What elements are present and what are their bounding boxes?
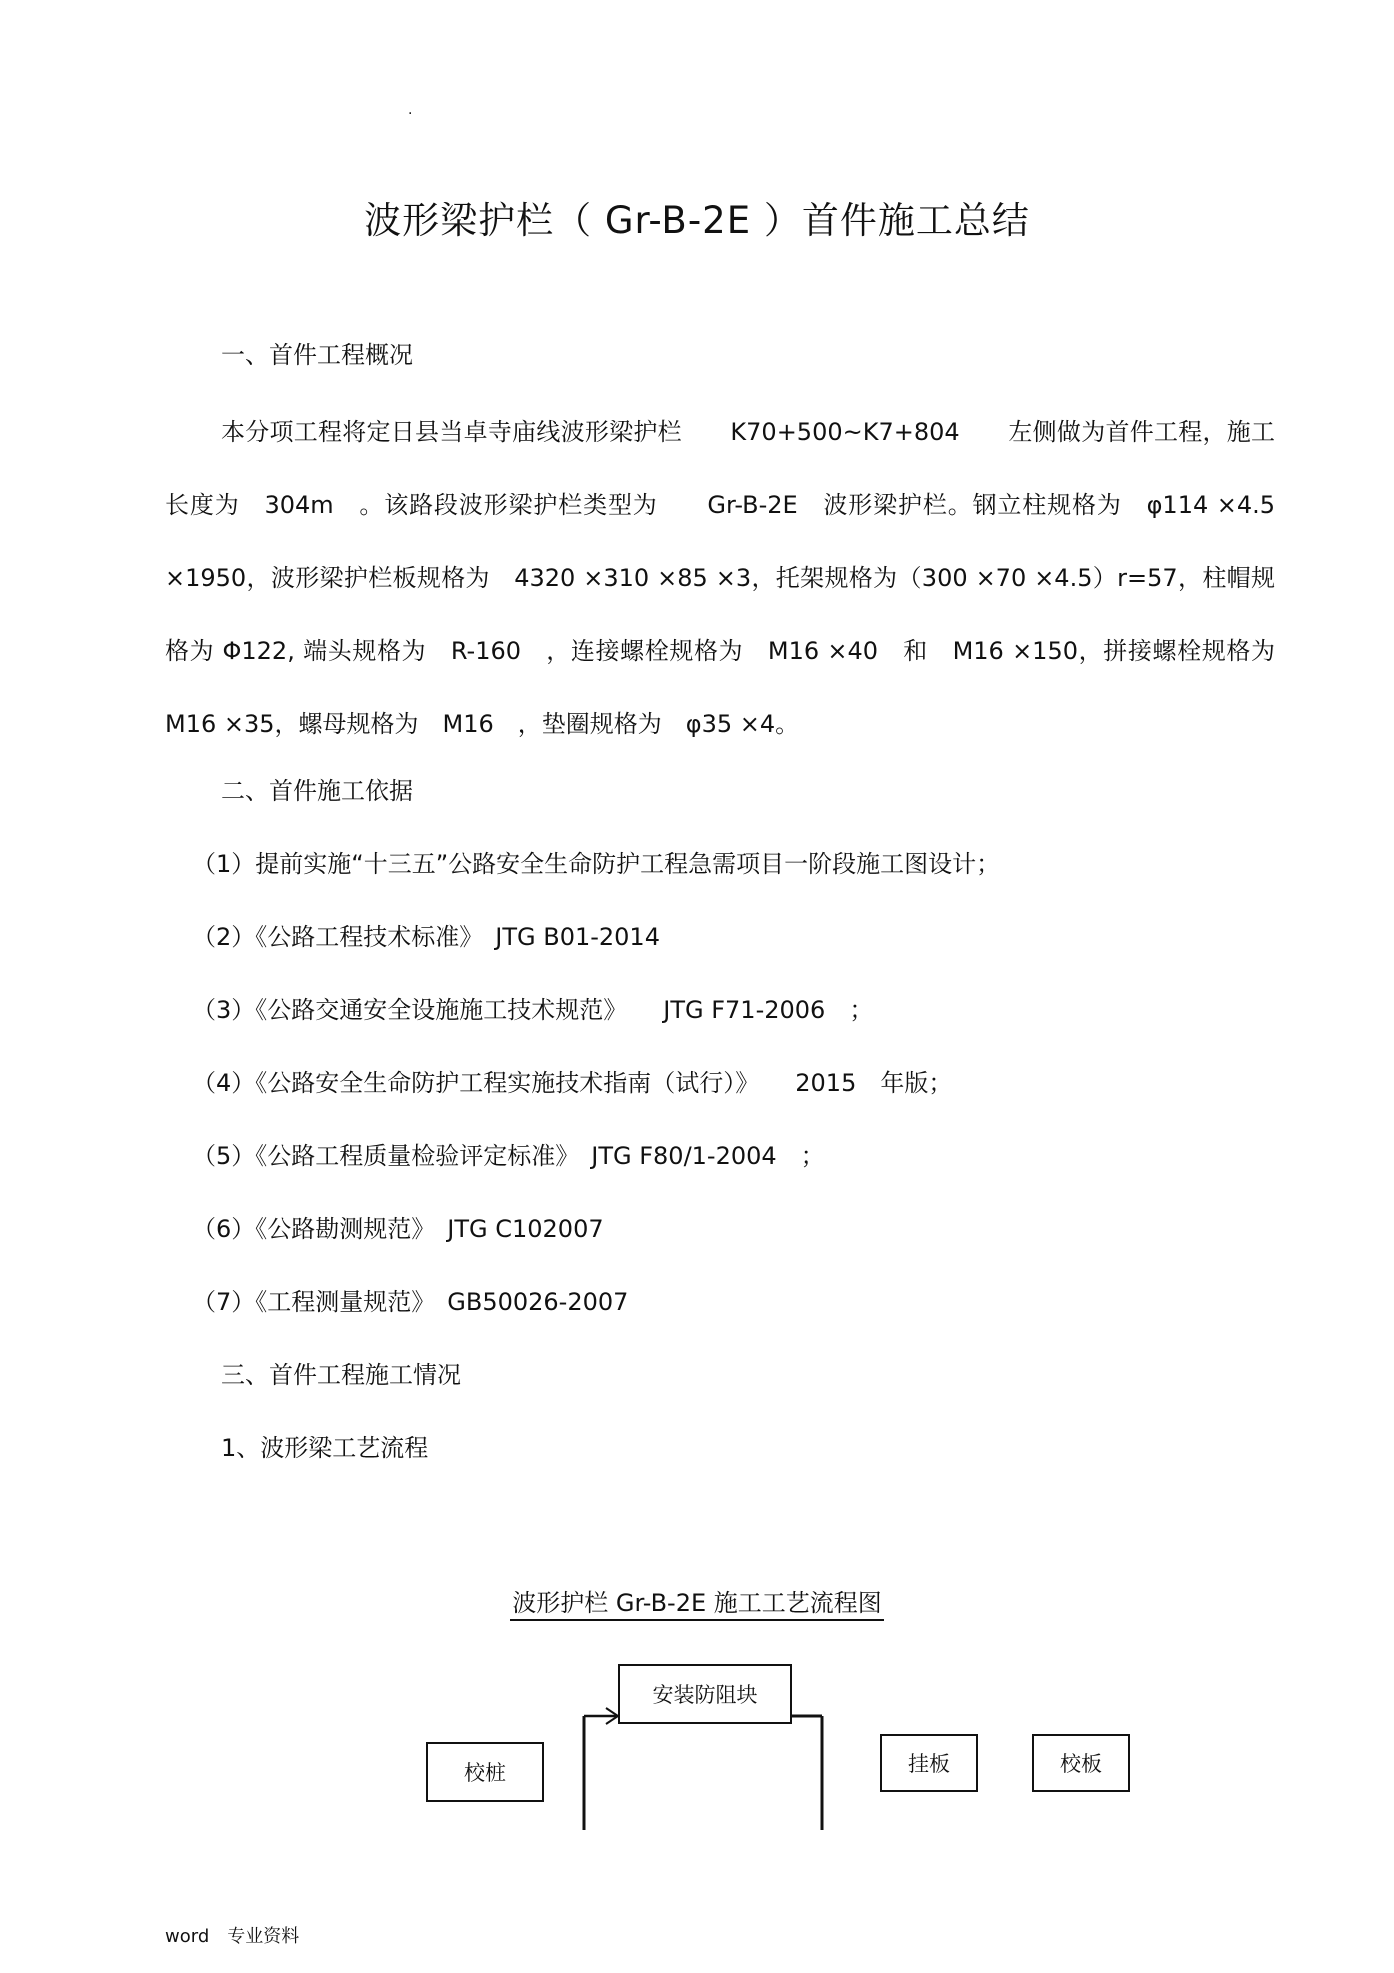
basis-item-1: （1）提前实施“十三五”公路安全生命防护工程急需项目一阶段施工图设计；	[192, 850, 1001, 878]
flow-box-calibrate-plate: 校板	[1032, 1734, 1130, 1792]
basis-item-5: （5）《公路工程质量检验评定标准》 JTG F80/1-2004 ；	[192, 1142, 825, 1170]
basis-item-6: （6）《公路勘测规范》 JTG C102007	[192, 1215, 604, 1243]
section1-heading: 一、首件工程概况	[221, 341, 413, 369]
flow-box-anti-block: 安装防阻块	[618, 1664, 792, 1724]
section1-paragraph: 本分项工程将定日县当卓寺庙线波形梁护栏 K70+500~K7+804 左侧做为首件工程，施工长度为 304m 。该路段波形梁护栏类型为 Gr-B-2E 波形梁护栏。钢立柱规格为 φ114 ×4.5 ×1950，波形梁护栏板规格为 4320 ×310 ×85 ×3，托架规格为（300 ×70 ×4.5）r=57，柱帽规格为 Φ122, 端头规格为 R-160 ，连接螺栓规格为 M16 ×40 和 M16 ×150，拼接螺栓规格为 M16 ×35，螺母规格为 M16 ，垫圈规格为 φ35 ×4。	[165, 418, 1299, 738]
basis-item-4: （4）《公路安全生命防护工程实施技术指南（试行）》 2015 年版；	[192, 1069, 953, 1097]
section3-sub1: 1、波形梁工艺流程	[221, 1434, 429, 1462]
basis-item-3: （3）《公路交通安全设施施工技术规范》 JTG F71-2006 ；	[192, 996, 874, 1024]
document-title: 波形梁护栏（ Gr-B-2E ）首件施工总结	[364, 199, 1030, 242]
flowchart-title: 波形护栏 Gr-B-2E 施工工艺流程图	[0, 1583, 1394, 1618]
header-mark: ·	[408, 106, 413, 122]
footer-left: word	[165, 1926, 210, 1947]
flow-box-hang-plate: 挂板	[880, 1734, 978, 1792]
section2-heading: 二、首件施工依据	[221, 777, 413, 805]
section3-heading: 三、首件工程施工情况	[221, 1361, 461, 1389]
flow-box-calibrate-post: 校桩	[426, 1742, 544, 1802]
footer-right: 专业资料	[227, 1926, 300, 1947]
basis-item-7: （7）《工程测量规范》 GB50026-2007	[192, 1288, 629, 1316]
page-footer	[165, 1922, 317, 1948]
basis-item-2: （2）《公路工程技术标准》 JTG B01-2014	[192, 923, 660, 951]
